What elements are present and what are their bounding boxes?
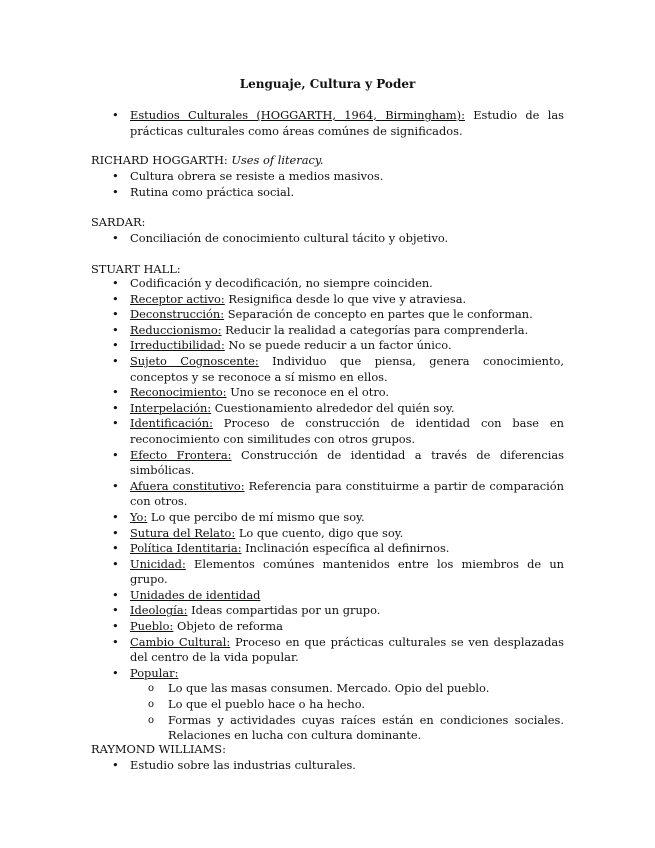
- definition: Estudio de las prácticas culturales como áreas comúnes de significados.: [130, 108, 564, 138]
- bullet-icon: •: [112, 184, 119, 199]
- list-item: • Sujeto Cognoscente: Individuo que piensa, genera conocimiento, conceptos y se reconoce a sí mismo en ellos.: [112, 353, 565, 384]
- bullet-icon: •: [112, 634, 119, 649]
- bullet-icon: •: [112, 108, 119, 122]
- list-item: [0, 108, 655, 139]
- list-item: • Política Identitaria: Inclinación específica al definirnos.: [112, 541, 450, 556]
- bullet-icon: •: [112, 400, 119, 415]
- bullet-icon: •: [112, 231, 119, 245]
- bullet-icon: •: [112, 619, 119, 634]
- bullet-icon: •: [112, 416, 119, 431]
- document-title: Lenguaje, Cultura y Poder: [239, 77, 416, 91]
- list-item: • Cultura obrera se resiste a medios masivos.: [112, 169, 384, 183]
- bullet-icon: •: [112, 322, 119, 337]
- list-item: • Codificación y decodificación, no siempre coinciden.: [112, 276, 433, 290]
- section-heading-hall: STUART HALL:: [91, 262, 181, 276]
- list-item: • Conciliación de conocimiento cultural tácito y objetivo.: [112, 231, 449, 245]
- sub-list-item: o Lo que el pueblo hace o ha hecho.: [148, 697, 365, 712]
- bullet-icon: •: [112, 447, 119, 462]
- list-item: • Receptor activo: Resignifica desde lo que vive y atraviesa.: [112, 291, 467, 306]
- bullet-icon: •: [112, 758, 119, 772]
- list-item: • Rutina como práctica social.: [112, 184, 295, 199]
- list-item: • Sutura del Relato: Lo que cuento, digo que soy.: [112, 525, 404, 540]
- sub-list-item: o Formas y actividades cuyas raíces están en condiciones sociales. Relaciones en lucha con cultura dominante.: [148, 712, 564, 743]
- bullet-icon: •: [112, 353, 119, 368]
- bullet-icon: •: [112, 587, 119, 602]
- list-item: • Ideología: Ideas compartidas por un grupo.: [112, 603, 381, 618]
- williams-list: [0, 758, 655, 774]
- bullet-icon: •: [112, 291, 119, 306]
- hall-list: [0, 276, 655, 744]
- list-item: • Estudio sobre las industrias culturales.: [112, 758, 356, 772]
- list-item: • Yo: Lo que percibo de mí mismo que soy.: [112, 509, 365, 524]
- circle-bullet-icon: o: [148, 699, 155, 711]
- bullet-icon: •: [112, 556, 119, 571]
- list-item: • Reconocimiento: Uno se reconoce en el otro.: [112, 385, 390, 400]
- list-item: • Unidades de identidad: [112, 587, 261, 602]
- list-item: • Popular: o Lo que las masas consumen. Mercado. Opio del pueblo. o Lo que el pueblo hace o ha hecho. o Formas y actividades cuyas raíces están en condiciones sociales. Relaciones en lucha con cultura dominante.: [0, 666, 655, 744]
- section-heading-williams: RAYMOND WILLIAMS:: [91, 742, 226, 756]
- section-heading-hoggarth: RICHARD HOGGARTH: Uses of literacy.: [91, 153, 324, 167]
- list-item: • Reduccionismo: Reducir la realidad a categorías para comprenderla.: [112, 322, 529, 337]
- bullet-icon: •: [112, 338, 119, 353]
- list-item: • Deconstrucción: Separación de concepto en partes que le conforman.: [112, 307, 533, 322]
- popular-sublist: [0, 681, 655, 743]
- section-heading-sardar: SARDAR:: [91, 215, 146, 229]
- hoggarth-list: [0, 169, 655, 200]
- list-item: • Afuera constitutivo: Referencia para constituirme a partir de comparación con otros.: [112, 478, 564, 509]
- bullet-icon: •: [112, 307, 119, 322]
- list-item: • Interpelación: Cuestionamiento alrededor del quién soy.: [112, 400, 455, 415]
- bullet-icon: •: [112, 478, 119, 493]
- sub-list-item: o Lo que las masas consumen. Mercado. Opio del pueblo.: [148, 681, 490, 696]
- bullet-icon: •: [112, 541, 119, 556]
- term: Estudios Culturales (HOGGARTH, 1964, Birmingham):: [130, 108, 465, 122]
- bullet-icon: •: [112, 665, 119, 680]
- bullet-icon: •: [112, 525, 119, 540]
- list-item: • Cambio Cultural: Proceso en que prácticas culturales se ven desplazadas del centro de la vida popular.: [112, 634, 565, 665]
- sardar-list: [0, 231, 655, 247]
- bullet-icon: •: [112, 385, 119, 400]
- list-item: • Pueblo: Objeto de reforma: [112, 619, 283, 634]
- list-item: • Efecto Frontera: Construcción de identidad a través de diferencias simbólicas.: [112, 447, 564, 478]
- bullet-icon: •: [112, 276, 119, 290]
- circle-bullet-icon: o: [148, 683, 155, 695]
- list-item: • Irreductibilidad: No se puede reducir a un factor único.: [112, 338, 452, 353]
- list-item: • Identificación: Proceso de construcción de identidad con base en reconocimiento con similitudes con otros grupos.: [112, 416, 564, 446]
- bullet-icon: •: [112, 603, 119, 618]
- bullet-icon: •: [112, 509, 119, 524]
- bullet-icon: •: [112, 169, 119, 183]
- circle-bullet-icon: o: [148, 714, 155, 726]
- intro-list: [0, 108, 655, 139]
- list-item: • Unicidad: Elementos comúnes mantenidos entre los miembros de un grupo.: [112, 556, 564, 587]
